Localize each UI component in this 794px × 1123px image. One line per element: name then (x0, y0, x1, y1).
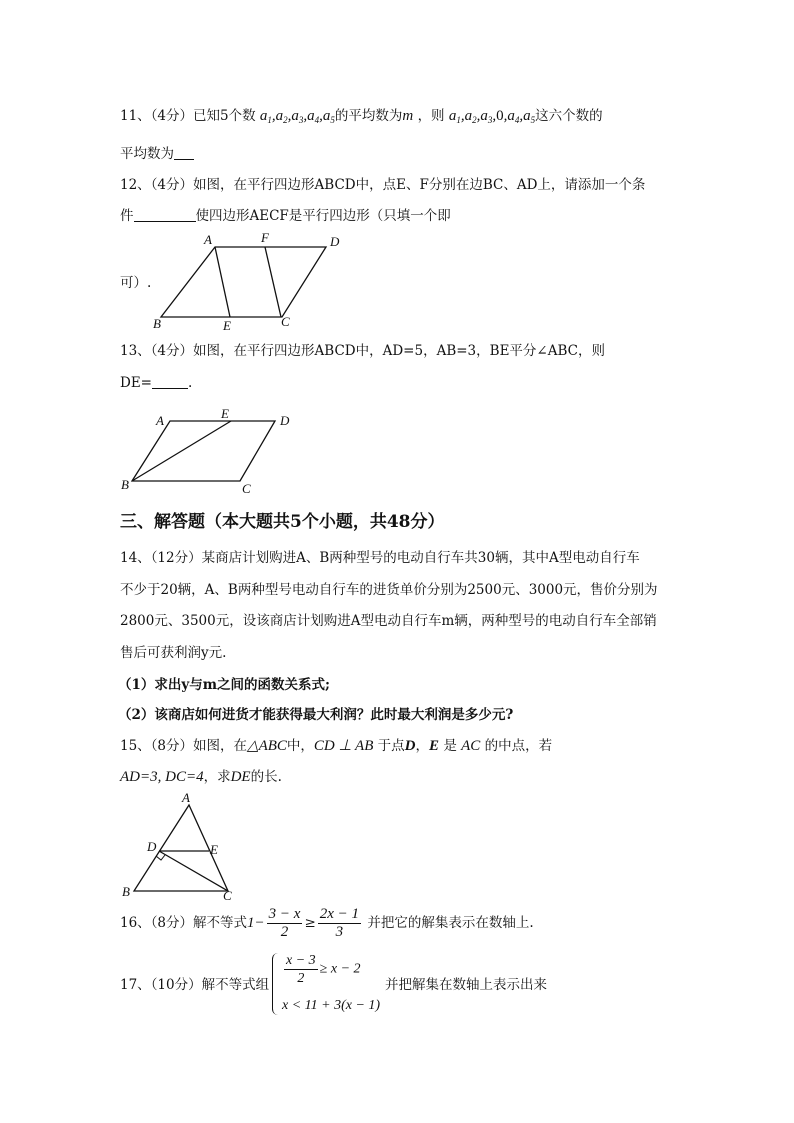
q11-text: 已知5个数 (193, 108, 256, 124)
label-A: A (204, 232, 212, 247)
q13-parallelogram-figure (118, 405, 308, 495)
q15-number: 15、 (120, 738, 151, 754)
q16-score: （8分） (150, 915, 194, 931)
q14-line2: 不少于20辆，A、B两种型号电动自行车的进货单价分别为2500元、3000元，售价分别为 (120, 582, 658, 598)
label-F: F (261, 230, 269, 245)
q12-line2: 件 使四边形AECF是平行四边形（只填一个即 (120, 208, 451, 224)
q14-line4: 售后可获利润y元. (120, 645, 227, 661)
q13-line1 (120, 341, 605, 361)
q11-score: （4分） (150, 108, 194, 124)
q17-score: （10分） (150, 977, 202, 993)
label-B: B (122, 884, 130, 899)
label-D: D (147, 839, 157, 854)
q17-row2: x < 11 + 3(x − 1) (282, 998, 381, 1013)
q15-triangle-figure (116, 792, 246, 902)
label-E: E (210, 842, 218, 857)
q11-number: 11、 (120, 108, 151, 124)
label-C: C (281, 314, 290, 329)
q16-number: 16、 (120, 915, 151, 931)
label-D: D (330, 234, 340, 249)
q12-number: 12、 (120, 177, 151, 193)
q11-line2: 平均数为 (120, 144, 194, 164)
label-A: A (156, 413, 164, 428)
q13-score: （4分） (150, 343, 194, 359)
answer-blank[interactable] (174, 145, 194, 160)
label-D: D (280, 413, 290, 428)
label-B: B (121, 477, 129, 492)
q17-tail: 并把解集在数轴上表示出来 (385, 977, 547, 993)
q14-sub1: （1）求出y与m之间的函数关系式; (118, 677, 331, 693)
q14-number: 14、 (120, 550, 151, 566)
q13-text: 如图，在平行四边形ABCD中，AD=5，AB=3，BE平分∠ABC，则 (193, 343, 605, 359)
answer-blank[interactable] (152, 374, 188, 389)
q11-m: m (402, 108, 414, 124)
q13-line2: DE= . (120, 375, 193, 391)
q14-line3: 2800元、3500元，设该商店计划购进A型电动自行车m辆，两种型号的电动自行车全部销 (120, 613, 657, 629)
q16-fraction-left: $\frac{3 - x}{2}$ (268, 906, 301, 940)
label-C: C (223, 888, 232, 902)
q11-line1: 11、（4分）已知5个数 $a_1,a_2,a_3,a_4,a_5$的平均数为m ，则 $a_1,a_2,a_3,0,a_4,a_5$这六个数的 (120, 108, 603, 125)
label-B: B (153, 316, 161, 331)
q16-line: 16、（8分）解不等式1− $\frac{3 - x}{2}$ ≥ $\frac{2x - 1}{3}$ 并把它的解集表示在数轴上. (120, 906, 534, 940)
q14-line1: 14、（12分）某商店计划购进A、B两种型号的电动自行车共30辆，其中A型电动自行车 (120, 550, 640, 566)
q11-vars2: $a_1,a_2,a_3,0,a_4,a_5$ (448, 108, 536, 125)
label-E: E (221, 406, 229, 421)
q17-number: 17、 (120, 977, 151, 993)
q12-line1 (120, 175, 645, 195)
q12-text: 如图，在平行四边形ABCD中，点E、F分别在边BC、AD上，请添加一个条 (193, 177, 646, 193)
q15-score: （8分） (150, 738, 194, 754)
q15-line2: AD=3, DC=4，求DE的长. (120, 769, 282, 785)
q15-line1: 15、（8分）如图，在△ABC中，CD ⊥ AB 于点D，E 是 AC 的中点，若 (120, 738, 553, 754)
q16-fraction-right: $\frac{2x - 1}{3}$ (319, 906, 360, 940)
q12-score: （4分） (150, 177, 194, 193)
q12-line3: 可）. (120, 275, 152, 291)
q17-line: 17、（10分）解不等式组 (120, 977, 270, 993)
section-heading: 三、解答题（本大题共5个小题，共48分） (120, 512, 445, 532)
q11-vars: $a_1,a_2,a_3,a_4,a_5$ (259, 108, 335, 125)
q14-score: （12分） (150, 550, 202, 566)
q12-parallelogram-figure (140, 228, 360, 338)
q13-number: 13、 (120, 343, 151, 359)
answer-blank[interactable] (134, 207, 196, 222)
label-E: E (223, 318, 231, 333)
q14-sub2: （2）该商店如何进货才能获得最大利润？此时最大利润是多少元? (118, 707, 514, 723)
label-A: A (182, 792, 190, 805)
label-C: C (242, 481, 251, 495)
q17-row1: $\frac{x - 3}{2}$ ≥ x − 2 (286, 953, 361, 986)
